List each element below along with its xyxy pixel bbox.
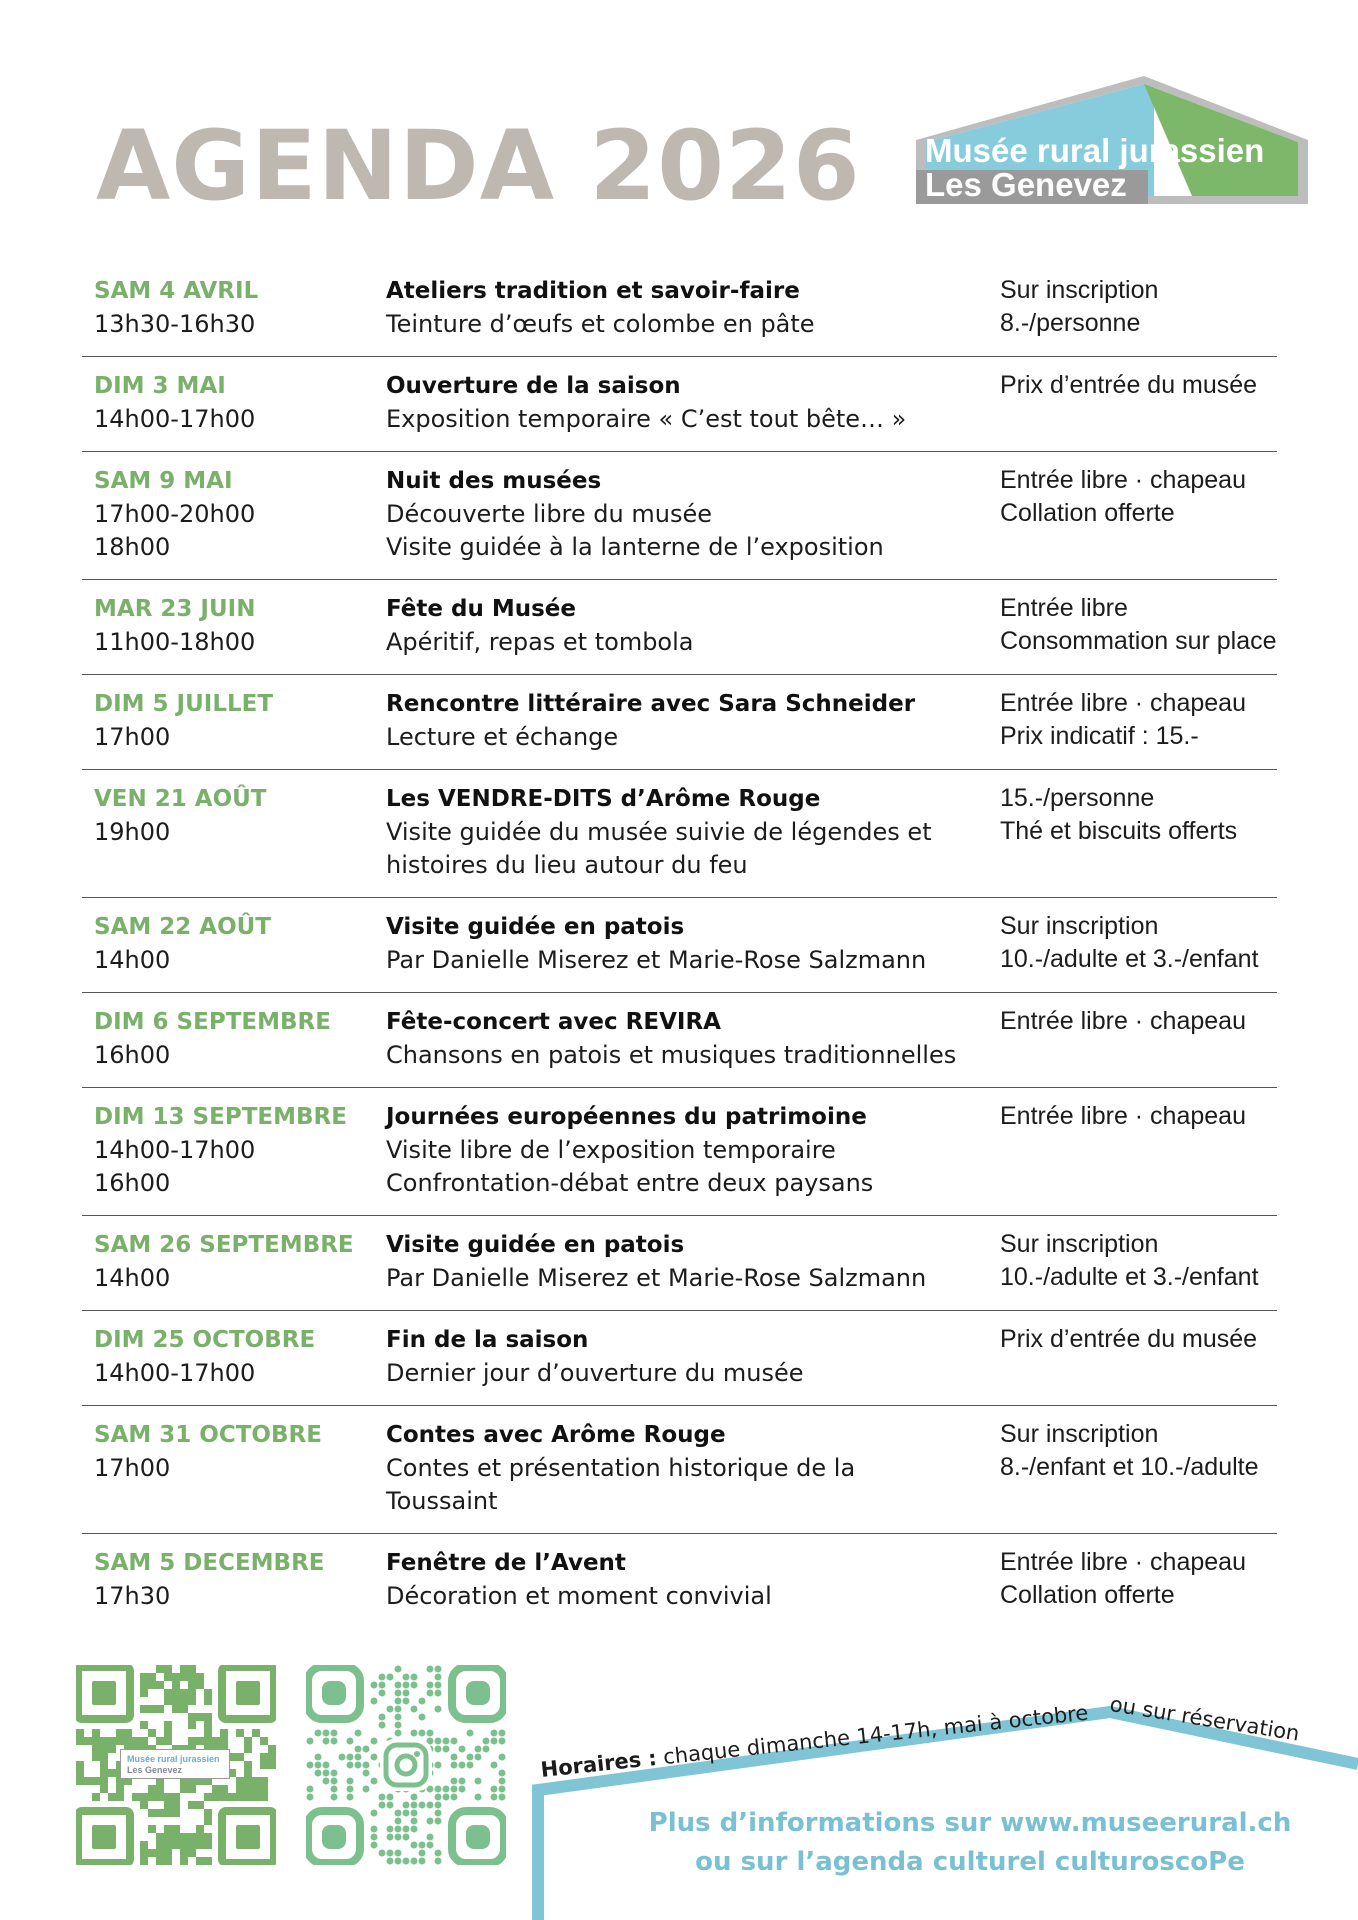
event-detail: Toussaint (386, 1487, 498, 1515)
event-time: 16h00 (94, 1169, 171, 1197)
event-info: Consommation sur place (1000, 627, 1277, 655)
footer-banner (530, 1690, 1358, 1920)
event-detail: Teinture d’œufs et colombe en pâte (386, 310, 815, 338)
instagram-icon (380, 1739, 432, 1791)
event-time: 14h00-17h00 (94, 405, 256, 433)
event-detail: Par Danielle Miserez et Marie-Rose Salzmann (386, 1264, 927, 1292)
event-detail: Visite guidée à la lanterne de l’exposition (386, 533, 884, 561)
event-title: Les VENDRE-DITS d’Arôme Rouge (386, 786, 821, 812)
agenda-row (82, 1216, 1277, 1311)
event-date: DIM 25 OCTOBRE (94, 1327, 316, 1353)
event-date: SAM 22 AOÛT (94, 914, 271, 940)
event-date: DIM 13 SEPTEMBRE (94, 1104, 347, 1130)
event-info: Thé et biscuits offerts (1000, 817, 1238, 845)
event-title: Rencontre littéraire avec Sara Schneider (386, 691, 916, 717)
event-info: Entrée libre · chapeau (1000, 1007, 1246, 1035)
event-date: SAM 9 MAI (94, 468, 233, 494)
agenda-row (82, 580, 1277, 675)
hours-text: chaque dimanche 14-17h, mai à octobre (662, 1700, 1090, 1770)
event-time: 14h00-17h00 (94, 1359, 256, 1387)
event-info: Sur inscription (1000, 1420, 1159, 1448)
event-time: 14h00-17h00 (94, 1136, 256, 1164)
event-info: Entrée libre · chapeau (1000, 1102, 1246, 1130)
event-date: SAM 31 OCTOBRE (94, 1422, 322, 1448)
event-info: 8.-/enfant et 10.-/adulte (1000, 1453, 1259, 1481)
event-info: 8.-/personne (1000, 309, 1141, 337)
event-date: VEN 21 AOÛT (94, 786, 267, 812)
event-title: Fête du Musée (386, 596, 576, 622)
event-detail: Découverte libre du musée (386, 500, 712, 528)
event-title: Ateliers tradition et savoir-faire (386, 278, 800, 304)
event-info: Collation offerte (1000, 1581, 1175, 1609)
website-qr-code-icon[interactable] (76, 1665, 276, 1865)
event-info: Sur inscription (1000, 276, 1159, 304)
event-info: Collation offerte (1000, 499, 1175, 527)
event-time: 17h00-20h00 (94, 500, 256, 528)
event-date: SAM 5 DECEMBRE (94, 1550, 325, 1576)
more-info-agenda[interactable]: ou sur l’agenda culturel culturoscoPe (695, 1847, 1245, 1877)
event-time: 13h30-16h30 (94, 310, 256, 338)
event-title: Nuit des musées (386, 468, 602, 494)
event-title: Fête-concert avec REVIRA (386, 1009, 721, 1035)
more-info-website[interactable]: Plus d’informations sur www.museerural.ch (648, 1808, 1292, 1838)
event-title: Journées européennes du patrimoine (386, 1104, 867, 1130)
event-info: Sur inscription (1000, 912, 1159, 940)
event-title: Ouverture de la saison (386, 373, 681, 399)
agenda-row (82, 357, 1277, 452)
hours-extra: ou sur réservation (1108, 1692, 1302, 1746)
event-info: Entrée libre (1000, 594, 1128, 622)
agenda-row (82, 993, 1277, 1088)
event-time: 17h30 (94, 1582, 171, 1610)
event-info: Entrée libre · chapeau (1000, 466, 1246, 494)
event-detail: Dernier jour d’ouverture du musée (386, 1359, 804, 1387)
event-date: DIM 5 JUILLET (94, 691, 274, 717)
page-title: AGENDA 2026 (96, 110, 861, 222)
event-detail: Confrontation-débat entre deux paysans (386, 1169, 874, 1197)
agenda-row (82, 1406, 1277, 1534)
event-info: Entrée libre · chapeau (1000, 689, 1246, 717)
event-info: 15.-/personne (1000, 784, 1155, 812)
logo-line-2: Les Genevez (925, 166, 1127, 203)
museum-logo (912, 70, 1312, 210)
event-title: Visite guidée en patois (386, 914, 685, 940)
event-date: DIM 6 SEPTEMBRE (94, 1009, 331, 1035)
event-date: SAM 26 SEPTEMBRE (94, 1232, 354, 1258)
event-time: 17h00 (94, 723, 171, 751)
event-time: 19h00 (94, 818, 171, 846)
hours-label: Horaires : (539, 1745, 658, 1782)
event-detail: Visite libre de l’exposition temporaire (386, 1136, 836, 1164)
event-detail: Chansons en patois et musiques traditionnelles (386, 1041, 957, 1069)
event-time: 11h00-18h00 (94, 628, 256, 656)
event-title: Fin de la saison (386, 1327, 589, 1353)
event-info: Sur inscription (1000, 1230, 1159, 1258)
event-title: Contes avec Arôme Rouge (386, 1422, 726, 1448)
agenda-row (82, 898, 1277, 993)
event-date: DIM 3 MAI (94, 373, 226, 399)
event-title: Visite guidée en patois (386, 1232, 685, 1258)
event-detail: Lecture et échange (386, 723, 619, 751)
event-detail: Décoration et moment convivial (386, 1582, 772, 1610)
event-detail: Exposition temporaire « C’est tout bête… » (386, 405, 907, 433)
agenda-row (82, 1088, 1277, 1216)
event-detail: Contes et présentation historique de la (386, 1454, 856, 1482)
event-info: 10.-/adulte et 3.-/enfant (1000, 1263, 1259, 1291)
event-time: 14h00 (94, 946, 171, 974)
logo-line-1: Musée rural jurassien (925, 132, 1265, 169)
event-title: Fenêtre de l’Avent (386, 1550, 626, 1576)
instagram-qr-code-icon[interactable] (306, 1665, 506, 1865)
event-info: Prix d’entrée du musée (1000, 1325, 1258, 1353)
event-info: Prix d’entrée du musée (1000, 371, 1258, 399)
agenda-row (82, 262, 1277, 357)
agenda-row (82, 1311, 1277, 1406)
agenda-row (82, 452, 1277, 580)
event-date: SAM 4 AVRIL (94, 278, 259, 304)
event-detail: Par Danielle Miserez et Marie-Rose Salzmann (386, 946, 927, 974)
event-time: 18h00 (94, 533, 171, 561)
event-time: 17h00 (94, 1454, 171, 1482)
agenda-row (82, 1534, 1277, 1629)
qr-museum-logo (120, 1749, 230, 1779)
event-date: MAR 23 JUIN (94, 596, 256, 622)
event-detail: histoires du lieu autour du feu (386, 851, 748, 879)
event-info: 10.-/adulte et 3.-/enfant (1000, 945, 1259, 973)
event-detail: Apéritif, repas et tombola (386, 628, 694, 656)
qr-logo-line-2: Les Genevez (127, 1765, 183, 1775)
event-time: 16h00 (94, 1041, 171, 1069)
event-time: 14h00 (94, 1264, 171, 1292)
agenda-list (82, 262, 1277, 1629)
event-info: Prix indicatif : 15.- (1000, 722, 1199, 750)
event-detail: Visite guidée du musée suivie de légendes et (386, 818, 932, 846)
qr-logo-line-1: Musée rural jurassien (127, 1754, 220, 1764)
event-info: Entrée libre · chapeau (1000, 1548, 1246, 1576)
agenda-row (82, 770, 1277, 898)
agenda-row (82, 675, 1277, 770)
